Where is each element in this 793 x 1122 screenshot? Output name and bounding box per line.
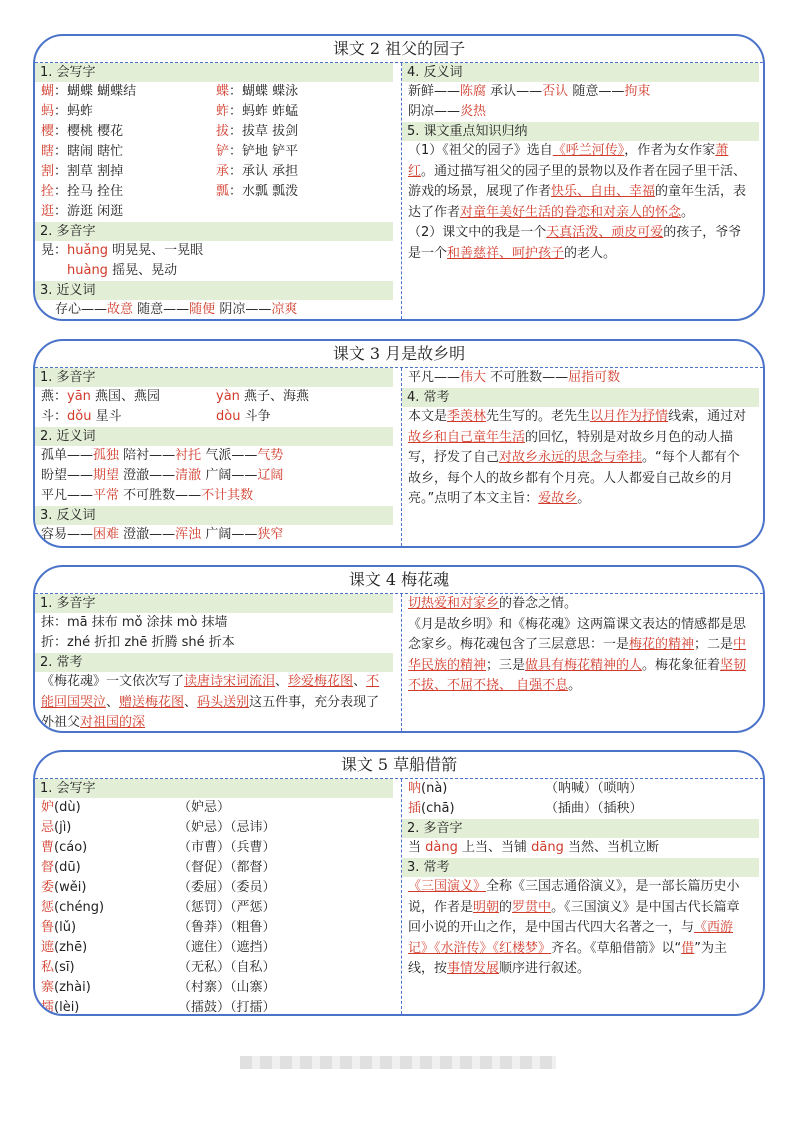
lesson-3-right [401,368,763,546]
lesson-3-card [33,339,765,548]
char-row: 割：割草 割掉 承：承认 承担 [41,164,299,179]
lesson-3-title: 课文 3 月是故乡明 [35,341,763,368]
char-row: 蝴：蝴蝶 蝴蝶结 蝶：蝴蝶 蝶泳 [41,84,299,99]
key-point-2: （2）课文中的我是一个天真活泼、顽皮可爱的孩子，爷爷是一个和善慈祥、呵护孩子的老人。 [408,225,742,261]
char-row: 擂(lèi) （擂鼓）（打擂） [41,1000,276,1015]
synonym-row: 平凡——平常 不可胜数——不计其数 [41,488,254,503]
section-header: 2. 近义词 [35,427,393,446]
section-header: 1. 多音字 [35,594,393,613]
section-header: 5. 课文重点知识归纳 [402,122,759,141]
lesson-2-title: 课文 2 祖父的园子 [35,36,763,63]
lesson-4-title: 课文 4 梅花魂 [35,567,763,594]
section-header: 2. 多音字 [35,222,393,241]
section-header: 4. 反义词 [402,63,759,82]
lesson-4-left [35,594,397,731]
char-row: 曹(cáo) （市曹）（兵曹） [41,840,276,855]
lesson-2-left [35,63,397,319]
polyphone-row: 斗：dǒu 星斗 dòu 斗争 [41,409,271,424]
antonym-row: 新鲜——陈腐 承认——否认 随意——拘束 [408,84,651,99]
char-list [402,779,763,819]
antonym-row: 阴凉——炎热 [408,104,487,119]
char-row: 瞎：瞎闹 瞎忙 铲：铲地 铲平 [41,144,299,159]
char-row: 呐(nà) （呐喊）（唢呐） [408,781,643,796]
synonym-row: 存心——故意 随意——随便 阴凉——凉爽 [55,302,298,317]
polyphone-row: 晃：huǎng 明晃晃、一晃眼 [41,243,204,258]
char-row: 寨(zhài) （村寨）（山寨） [41,980,276,995]
section-header: 1. 会写字 [35,779,393,798]
section-header: 3. 常考 [402,858,759,877]
lesson-5-title: 课文 5 草船借箭 [35,752,763,779]
lesson-5-right [401,779,763,1014]
polyphone-row: 抹：mā 抹布 mǒ 涂抹 mò 抹墙 [41,615,228,630]
char-row: 妒(dù) （妒忌） [41,800,231,815]
key-point-1: （1）《祖父的园子》选自《呼兰河传》，作者为女作家萧红。通过描写祖父的园子里的景物以及作者在园子里干活、游戏的场景，展现了作者快乐、自由、幸福的童年生活，表达了作者对童年美好生活的眷恋和对亲人的怀念。 [408,143,747,220]
lesson-5-card [33,750,765,1016]
char-row: 鲁(lǔ) （鲁莽）（粗鲁） [41,920,276,935]
char-row: 忌(jì) （妒忌）（忌讳） [41,820,276,835]
polyphone-row: 折：zhé 折扣 zhē 折腾 shé 折本 [41,635,235,650]
key-point-cont: 切热爱和对家乡的眷念之情。 [408,596,578,611]
polyphone-row: 当 dàng 上当、当铺 dāng 当然、当机立断 [408,840,659,855]
section-header: 3. 反义词 [35,506,393,525]
section-header: 1. 多音字 [35,368,393,387]
char-row: 督(dū) （督促）（都督） [41,860,276,875]
lesson-2-card [33,34,765,321]
key-point: 本文是季羡林先生写的。老先生以月作为抒情线索，通过对故乡和自己童年生活的回忆，特别是对故乡月色的动人描写，抒发了自己对故乡永远的思念与牵挂。“每个人都有个故乡，每个人的故乡都有个月亮。人人都爱自己故乡的月亮。”点明了本文主旨：爱故乡。 [408,409,747,507]
lesson-4-card [33,565,765,733]
char-row: 插(chā) （插曲）（插秧） [408,801,643,816]
polyphone-row: huàng 摇晃、晃动 [67,263,178,278]
key-point: 《梅花魂》一文依次写了读唐诗宋词流泪、珍爱梅花图、不能回国哭泣、赠送梅花图、码头送别这五件事，充分表现了外祖父对祖国的深 [41,674,380,731]
lesson-3-left [35,368,397,546]
lesson-2-right [401,63,763,319]
char-row: 遮(zhē) （遮住）（遮挡） [41,940,276,955]
antonym-row: 容易——困难 澄澈——浑浊 广阔——狭窄 [41,527,284,542]
synonym-row: 孤单——孤独 陪衬——衬托 气派——气势 [41,448,284,463]
char-row: 委(wěi) （委屈）（委员） [41,880,276,895]
key-point: 《三国演义》全称《三国志通俗演义》，是一部长篇历史小说，作者是明朝的罗贯中。《三国演义》是中国古代长篇章回小说的开山之作，是中国古代四大名著之一，与《西游记》《水浒传》《红楼梦》齐名。《草船借箭》以“借”为主线，按事情发展顺序进行叙述。 [408,879,740,977]
char-row: 樱：樱桃 樱花 拔：拔草 拔剑 [41,124,299,139]
synonym-row: 盼望——期望 澄澈——清澈 广阔——辽阔 [41,468,284,483]
footer-watermark [240,1056,556,1069]
section-header: 4. 常考 [402,388,759,407]
antonym-row: 平凡——伟大 不可胜数——屈指可数 [408,370,621,385]
section-header: 3. 近义词 [35,281,393,300]
section-header: 2. 多音字 [402,819,759,838]
char-row: 逛：游逛 闲逛 [41,204,124,219]
char-row: 惩(chéng) （惩罚）（严惩） [41,900,276,915]
key-point-2: 《月是故乡明》和《梅花魂》这两篇课文表达的情感都是思念家乡。梅花魂包含了三层意思：一是梅花的精神；二是中华民族的精神；三是做具有梅花精神的人。梅花象征着坚韧不拔、不屈不挠、 自强不息。 [408,616,747,694]
lesson-5-left [35,779,397,1014]
char-row: 私(sī) （无私）（自私） [41,960,276,975]
char-row: 蚂：蚂蚱 蚱：蚂蚱 蚱蜢 [41,104,299,119]
section-header: 1. 会写字 [35,63,393,82]
polyphone-row: 燕：yān 燕国、燕园 yàn 燕子、海燕 [41,389,310,404]
lesson-4-right [401,594,763,731]
char-list [35,798,397,1016]
char-row: 拴：拴马 拴住 瓢：水瓢 瓢泼 [41,184,299,199]
section-header: 2. 常考 [35,653,393,672]
